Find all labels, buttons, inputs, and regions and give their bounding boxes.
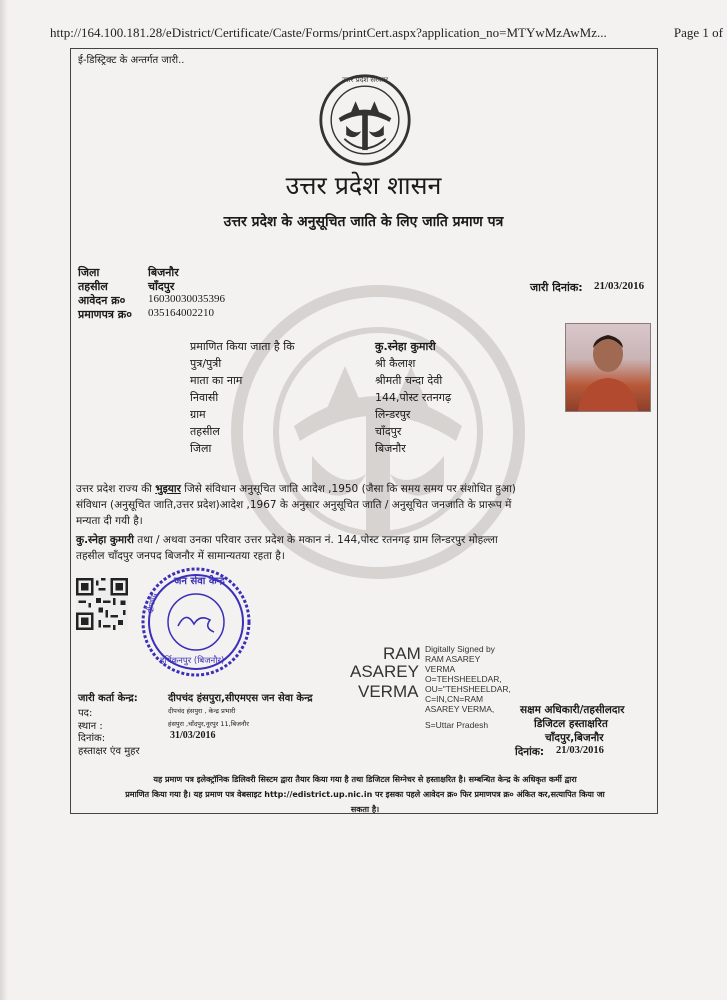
district-value: बिजनौर <box>148 266 179 279</box>
officer-date-label: दिनांक: <box>515 746 545 758</box>
sig-detail-1: RAM ASAREY <box>425 654 481 664</box>
village-label: ग्राम <box>190 408 206 421</box>
seal-bottom-text: हर्षिकनपुर (बिजनौर) <box>160 656 225 666</box>
sig-detail-7: S=Uttar Pradesh <box>425 720 489 730</box>
resident-label: निवासी <box>190 391 219 404</box>
document-title: उत्तर प्रदेश शासन <box>285 171 442 200</box>
issuer-post-value: दीपचंद हंसपुरा , केन्द्र प्रभारी <box>168 707 236 715</box>
issue-date-label: जारी दिनांक: <box>530 281 583 294</box>
officer-date-value: 21/03/2016 <box>556 745 604 756</box>
caste-name: भुइयार <box>155 483 181 495</box>
signature-name-3: VERMA <box>358 682 419 701</box>
issuer-kendra-value: दीपचंद हंसपुरा,सीएमएस जन सेवा केन्द्र <box>168 693 313 704</box>
sig-detail-6: ASAREY VERMA, <box>425 704 495 714</box>
qr-code-icon <box>76 578 128 630</box>
application-no-label: आवेदन क्र० <box>78 294 126 307</box>
issuer-kendra-label: जारी कर्ता केन्द्र: <box>78 693 138 704</box>
para1-line2: संविधान (अनुसूचित जाति,उत्तर प्रदेश)आदेश ,1967 के अनुसार अनुसूचित जाति / अनुसूचित जनजाति के प्रारूप में <box>76 499 512 511</box>
certify-label: प्रमाणित किया जाता है कि <box>190 340 295 353</box>
issuer-place-value: हंसपुरा ,चाँदपुर,नूरपुर 11,बिजनौर <box>168 720 249 728</box>
para1-line3: मन्यता दी गयी है। <box>76 515 143 527</box>
sig-detail-4: OU="TEHSHEELDAR, <box>425 684 511 694</box>
village-value: लिन्डरपुर <box>375 408 411 421</box>
caste-paragraph <box>76 481 654 529</box>
tehsil2-label: तहसील <box>190 425 220 438</box>
tehsil2-value: चाँदपुर <box>375 425 402 438</box>
issuer-date-value: 31/03/2016 <box>170 730 216 741</box>
issue-date-value: 21/03/2016 <box>594 280 645 292</box>
officer-location: चाँदपुर,बिजनौर <box>545 732 604 744</box>
certificate-no-value: 035164002210 <box>148 307 214 319</box>
footer-disclaimer <box>80 772 650 817</box>
page-number: Page 1 of <box>673 25 723 40</box>
footer-line-2: प्रमाणित किया गया है। यह प्रमाण पत्र वेबसाइट http://edistrict.up.nic.in पर इसका पहले आवेदन क्र० फिर प्रमाणपत्र क्र० अंकित कर,सत्यापित किया जा <box>125 790 605 799</box>
sig-detail-2: VERMA <box>425 664 456 674</box>
edistrict-note: ई-डिस्ट्रिक्ट के अन्तर्गत जारी.. <box>78 55 185 66</box>
digital-signature-details <box>425 644 511 730</box>
father-name: श्री कैलाश <box>375 357 416 370</box>
para1-post: जिसे संविधान अनुसूचित जाति आदेश ,1950 (जैसा कि समय समय पर संशोधित हुआ) <box>180 483 516 495</box>
sig-detail-0: Digitally Signed by <box>425 644 495 654</box>
seal-left-text: दीपचंद <box>145 592 159 614</box>
browser-url: http://164.100.181.28/eDistrict/Certificate/Caste/Forms/printCert.aspx?application_no=MTYwMzAwMz... <box>50 25 607 40</box>
tehsil-label: तहसील <box>78 280 108 293</box>
father-label: पुत्र/पुत्री <box>190 357 222 370</box>
issuer-post-label: पद: <box>78 708 93 719</box>
para2-name: कु.स्नेहा कुमारी <box>76 534 134 546</box>
officer-digital-signed: डिजिटल हस्ताक्षरित <box>534 718 608 730</box>
residence-paragraph <box>76 532 654 564</box>
application-no-value: 16030030035396 <box>148 293 225 305</box>
document-subtitle: उत्तर प्रदेश के अनुसूचित जाति के लिए जाति प्रमाण पत्र <box>223 214 504 230</box>
resident-value: 144,पोस्ट रतनगढ़ <box>375 391 452 404</box>
up-emblem-logo <box>318 73 412 167</box>
applicant-photo <box>565 323 651 412</box>
district-label: जिला <box>78 266 100 279</box>
applicant-name: कु.स्नेहा कुमारी <box>375 340 436 353</box>
scan-edge <box>0 0 8 1000</box>
mother-label: माता का नाम <box>190 374 243 387</box>
officer-title: सक्षम अधिकारी/तहसीलदार <box>520 704 625 716</box>
person-silhouette-icon <box>566 324 650 411</box>
mother-name: श्रीमती चन्दा देवी <box>375 374 443 387</box>
footer-line-3: सकता है। <box>350 805 380 814</box>
sig-detail-3: O=TEHSHEELDAR, <box>425 674 502 684</box>
district2-value: बिजनौर <box>375 442 406 455</box>
sig-detail-5: C=IN,CN=RAM <box>425 694 484 704</box>
footer-line-1: यह प्रमाण पत्र इलेक्ट्रॉनिक डिलिवरी सिस्टम द्वारा तैयार किया गया है तथा डिजिटल सिग्नेचर से हस्ताक्षरित है। सम्बन्धित केन्द्र के अधिकृत कर्मी द्वारा <box>153 775 577 784</box>
para1-pre: उत्तर प्रदेश राज्य की <box>76 483 156 495</box>
issuer-place-label: स्थान : <box>78 721 103 732</box>
certificate-no-label: प्रमाणपत्र क्र० <box>78 308 132 321</box>
para2-rest: तथा / अथवा उनका परिवार उत्तर प्रदेश के मकान नं. 144,पोस्ट रतनगढ़ ग्राम लिन्डरपुर मोहल्ला <box>133 534 498 546</box>
signature-seal-label: हस्ताक्षर एंव मुहर <box>78 746 140 757</box>
issuer-date-label: दिनांक: <box>78 733 106 744</box>
emblem-caption: उत्तर प्रदेश सरकार <box>341 76 389 84</box>
tehsil-value: चाँदपुर <box>148 280 175 293</box>
signature-name-2: ASAREY <box>350 662 419 681</box>
district2-label: जिला <box>190 442 212 455</box>
seal-top-text: जन सेवा केन्द्र <box>174 576 225 587</box>
para2-line2: तहसील चाँदपुर जनपद बिजनौर में सामान्यतया रहता है। <box>76 550 285 562</box>
signature-name-1: RAM <box>383 644 421 663</box>
